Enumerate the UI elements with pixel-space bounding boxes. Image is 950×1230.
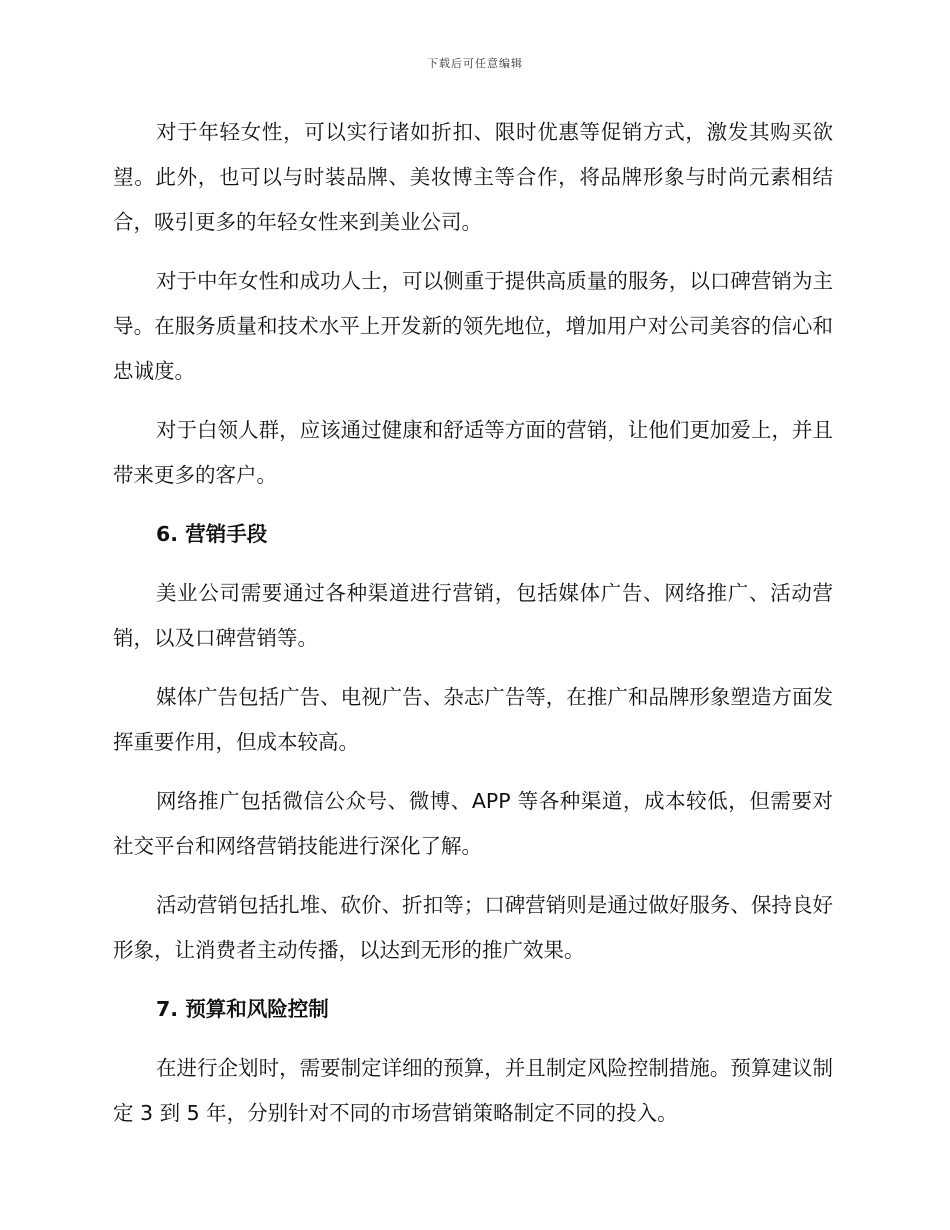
heading-marketing-methods: 6. 营销手段 bbox=[156, 522, 268, 546]
paragraph-online-promotion: 网络推广包括微信公众号、微博、APP 等各种渠道，成本较低，但需要对社交平台和网络营销技能进行深化了解。 bbox=[113, 789, 833, 858]
page-header: 下载后可任意编辑 bbox=[427, 57, 523, 70]
paragraph-white-collar: 对于白领人群，应该通过健康和舒适等方面的营销，让他们更加爱上，并且带来更多的客户。 bbox=[113, 418, 833, 487]
paragraph-marketing-channels: 美业公司需要通过各种渠道进行营销，包括媒体广告、网络推广、活动营销，以及口碑营销等。 bbox=[113, 581, 833, 650]
paragraph-media-ads: 媒体广告包括广告、电视广告、杂志广告等，在推广和品牌形象塑造方面发挥重要作用，但成本较高。 bbox=[113, 685, 833, 754]
paragraph-middle-aged-women: 对于中年女性和成功人士，可以侧重于提供高质量的服务，以口碑营销为主导。在服务质量和技术水平上开发新的领先地位，增加用户对公司美容的信心和忠诚度。 bbox=[113, 269, 833, 383]
paragraph-event-marketing: 活动营销包括扎堆、砍价、折扣等；口碑营销则是通过做好服务、保持良好形象，让消费者主动传播，以达到无形的推广效果。 bbox=[113, 893, 833, 962]
paragraph-budget: 在进行企划时，需要制定详细的预算，并且制定风险控制措施。预算建议制定 3 到 5 年，分别针对不同的市场营销策略制定不同的投入。 bbox=[113, 1056, 833, 1125]
paragraph-young-women: 对于年轻女性，可以实行诸如折扣、限时优惠等促销方式，激发其购买欲望。此外，也可以与时装品牌、美妆博主等合作，将品牌形象与时尚元素相结合，吸引更多的年轻女性来到美业公司。 bbox=[113, 120, 833, 234]
document-body bbox=[113, 110, 833, 1150]
heading-budget-risk: 7. 预算和风险控制 bbox=[156, 997, 329, 1021]
